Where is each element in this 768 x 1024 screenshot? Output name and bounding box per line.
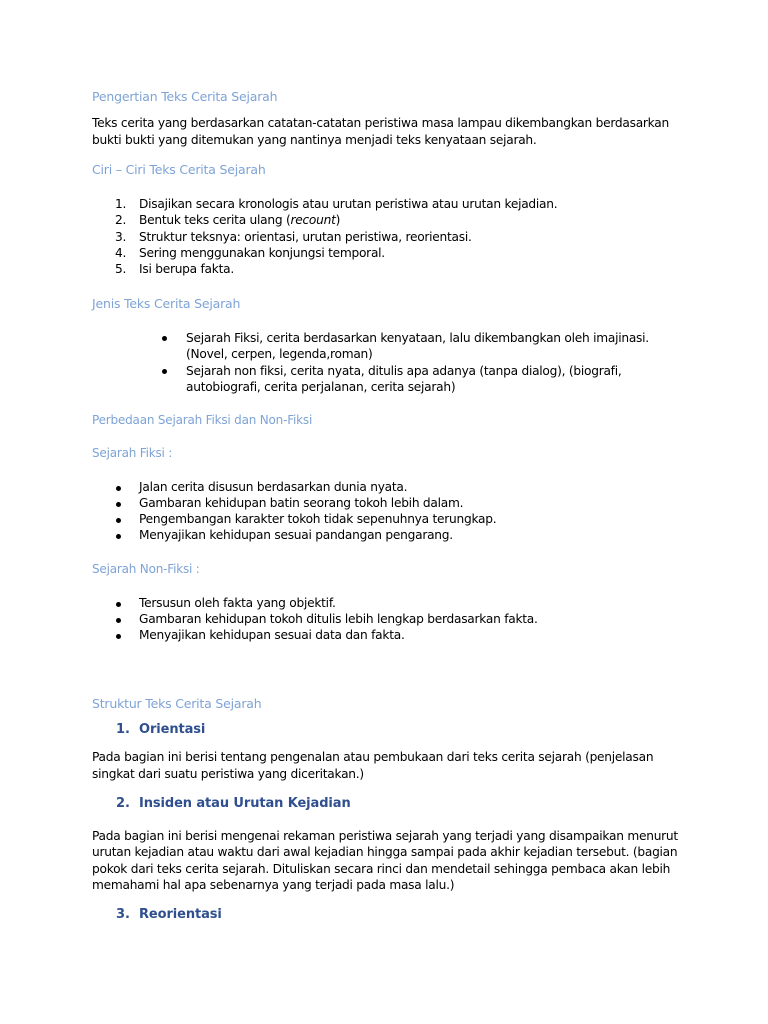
list-item	[139, 212, 340, 229]
struktur-number: 3.	[116, 907, 130, 922]
paragraph-line: Pada bagian ini berisi tentang pengenalan atau pembukaan dari teks cerita sejarah (penjelasan	[92, 750, 654, 764]
list-item: Tersusun oleh fakta yang objektif.	[139, 596, 336, 610]
intro-line-1: Teks cerita yang berdasarkan catatan-catatan peristiwa masa lampau dikembangkan berdasarkan	[92, 116, 669, 130]
list-number: 3.	[115, 230, 127, 244]
list-number: 2.	[115, 213, 127, 227]
bullet-icon	[116, 502, 121, 507]
list-item: Struktur teksnya: orientasi, urutan peristiwa, reorientasi.	[139, 230, 472, 244]
section-heading-struktur: Struktur Teks Cerita Sejarah	[92, 696, 262, 711]
bullet-icon	[162, 369, 167, 374]
bullet-icon	[116, 634, 121, 639]
bullet-icon	[116, 602, 121, 607]
paragraph-line: urutan kejadian atau waktu dari awal kejadian hingga sampai pada akhir kejadian tersebut. (bagian	[92, 845, 678, 859]
list-item-continuation: autobiografi, cerita perjalanan, cerita sejarah)	[186, 380, 456, 394]
list-item: Disajikan secara kronologis atau urutan peristiwa atau urutan kejadian.	[139, 197, 558, 211]
list-item-text: Bentuk teks cerita ulang (	[139, 213, 291, 227]
list-item: Sejarah non fiksi, cerita nyata, ditulis apa adanya (tanpa dialog), (biografi,	[186, 364, 622, 378]
list-number: 4.	[115, 246, 127, 260]
struktur-number: 1.	[116, 722, 130, 737]
list-item: Menyajikan kehidupan sesuai pandangan pengarang.	[139, 528, 453, 542]
intro-line-2: bukti bukti yang ditemukan yang nantinya menjadi teks kenyataan sejarah.	[92, 133, 537, 147]
bullet-icon	[116, 534, 121, 539]
list-item: Isi berupa fakta.	[139, 262, 234, 276]
list-item-text-end: )	[335, 213, 341, 227]
page-title: Pengertian Teks Cerita Sejarah	[92, 89, 278, 104]
bullet-icon	[162, 336, 167, 341]
struktur-title-insiden: Insiden atau Urutan Kejadian	[139, 796, 351, 811]
subheading-nonfiksi: Sejarah Non-Fiksi :	[92, 562, 200, 576]
struktur-title-reorientasi: Reorientasi	[139, 907, 222, 922]
list-item: Sering menggunakan konjungsi temporal.	[139, 246, 385, 260]
list-item-italic: recount	[290, 213, 336, 227]
struktur-title-orientasi: Orientasi	[139, 722, 206, 737]
list-item: Menyajikan kehidupan sesuai data dan fakta.	[139, 628, 405, 642]
list-item: Gambaran kehidupan tokoh ditulis lebih lengkap berdasarkan fakta.	[139, 612, 538, 626]
subheading-fiksi: Sejarah Fiksi :	[92, 446, 173, 460]
bullet-icon	[116, 518, 121, 523]
list-item: Jalan cerita disusun berdasarkan dunia nyata.	[139, 480, 408, 494]
list-item-continuation: (Novel, cerpen, legenda,roman)	[186, 347, 373, 361]
bullet-icon	[116, 486, 121, 491]
section-heading-perbedaan: Perbedaan Sejarah Fiksi dan Non-Fiksi	[92, 413, 313, 427]
section-heading-ciri: Ciri – Ciri Teks Cerita Sejarah	[92, 162, 266, 177]
list-number: 5.	[115, 262, 127, 276]
list-item: Pengembangan karakter tokoh tidak sepenuhnya terungkap.	[139, 512, 497, 526]
paragraph-line: memahami hal apa sebenarnya yang terjadi pada masa lalu.)	[92, 878, 455, 892]
paragraph-line: Pada bagian ini berisi mengenai rekaman peristiwa sejarah yang terjadi yang disampaikan menurut	[92, 829, 678, 843]
list-item: Sejarah Fiksi, cerita berdasarkan kenyataan, lalu dikembangkan oleh imajinasi.	[186, 331, 649, 345]
list-number: 1.	[115, 197, 127, 211]
section-heading-jenis: Jenis Teks Cerita Sejarah	[92, 296, 241, 311]
struktur-number: 2.	[116, 796, 130, 811]
paragraph-line: singkat dari suatu peristiwa yang diceritakan.)	[92, 767, 364, 781]
list-item: Gambaran kehidupan batin seorang tokoh lebih dalam.	[139, 496, 464, 510]
bullet-icon	[116, 618, 121, 623]
paragraph-line: pokok dari teks cerita sejarah. Dituliskan secara rinci dan mendetail sehingga pembaca akan lebih	[92, 862, 671, 876]
